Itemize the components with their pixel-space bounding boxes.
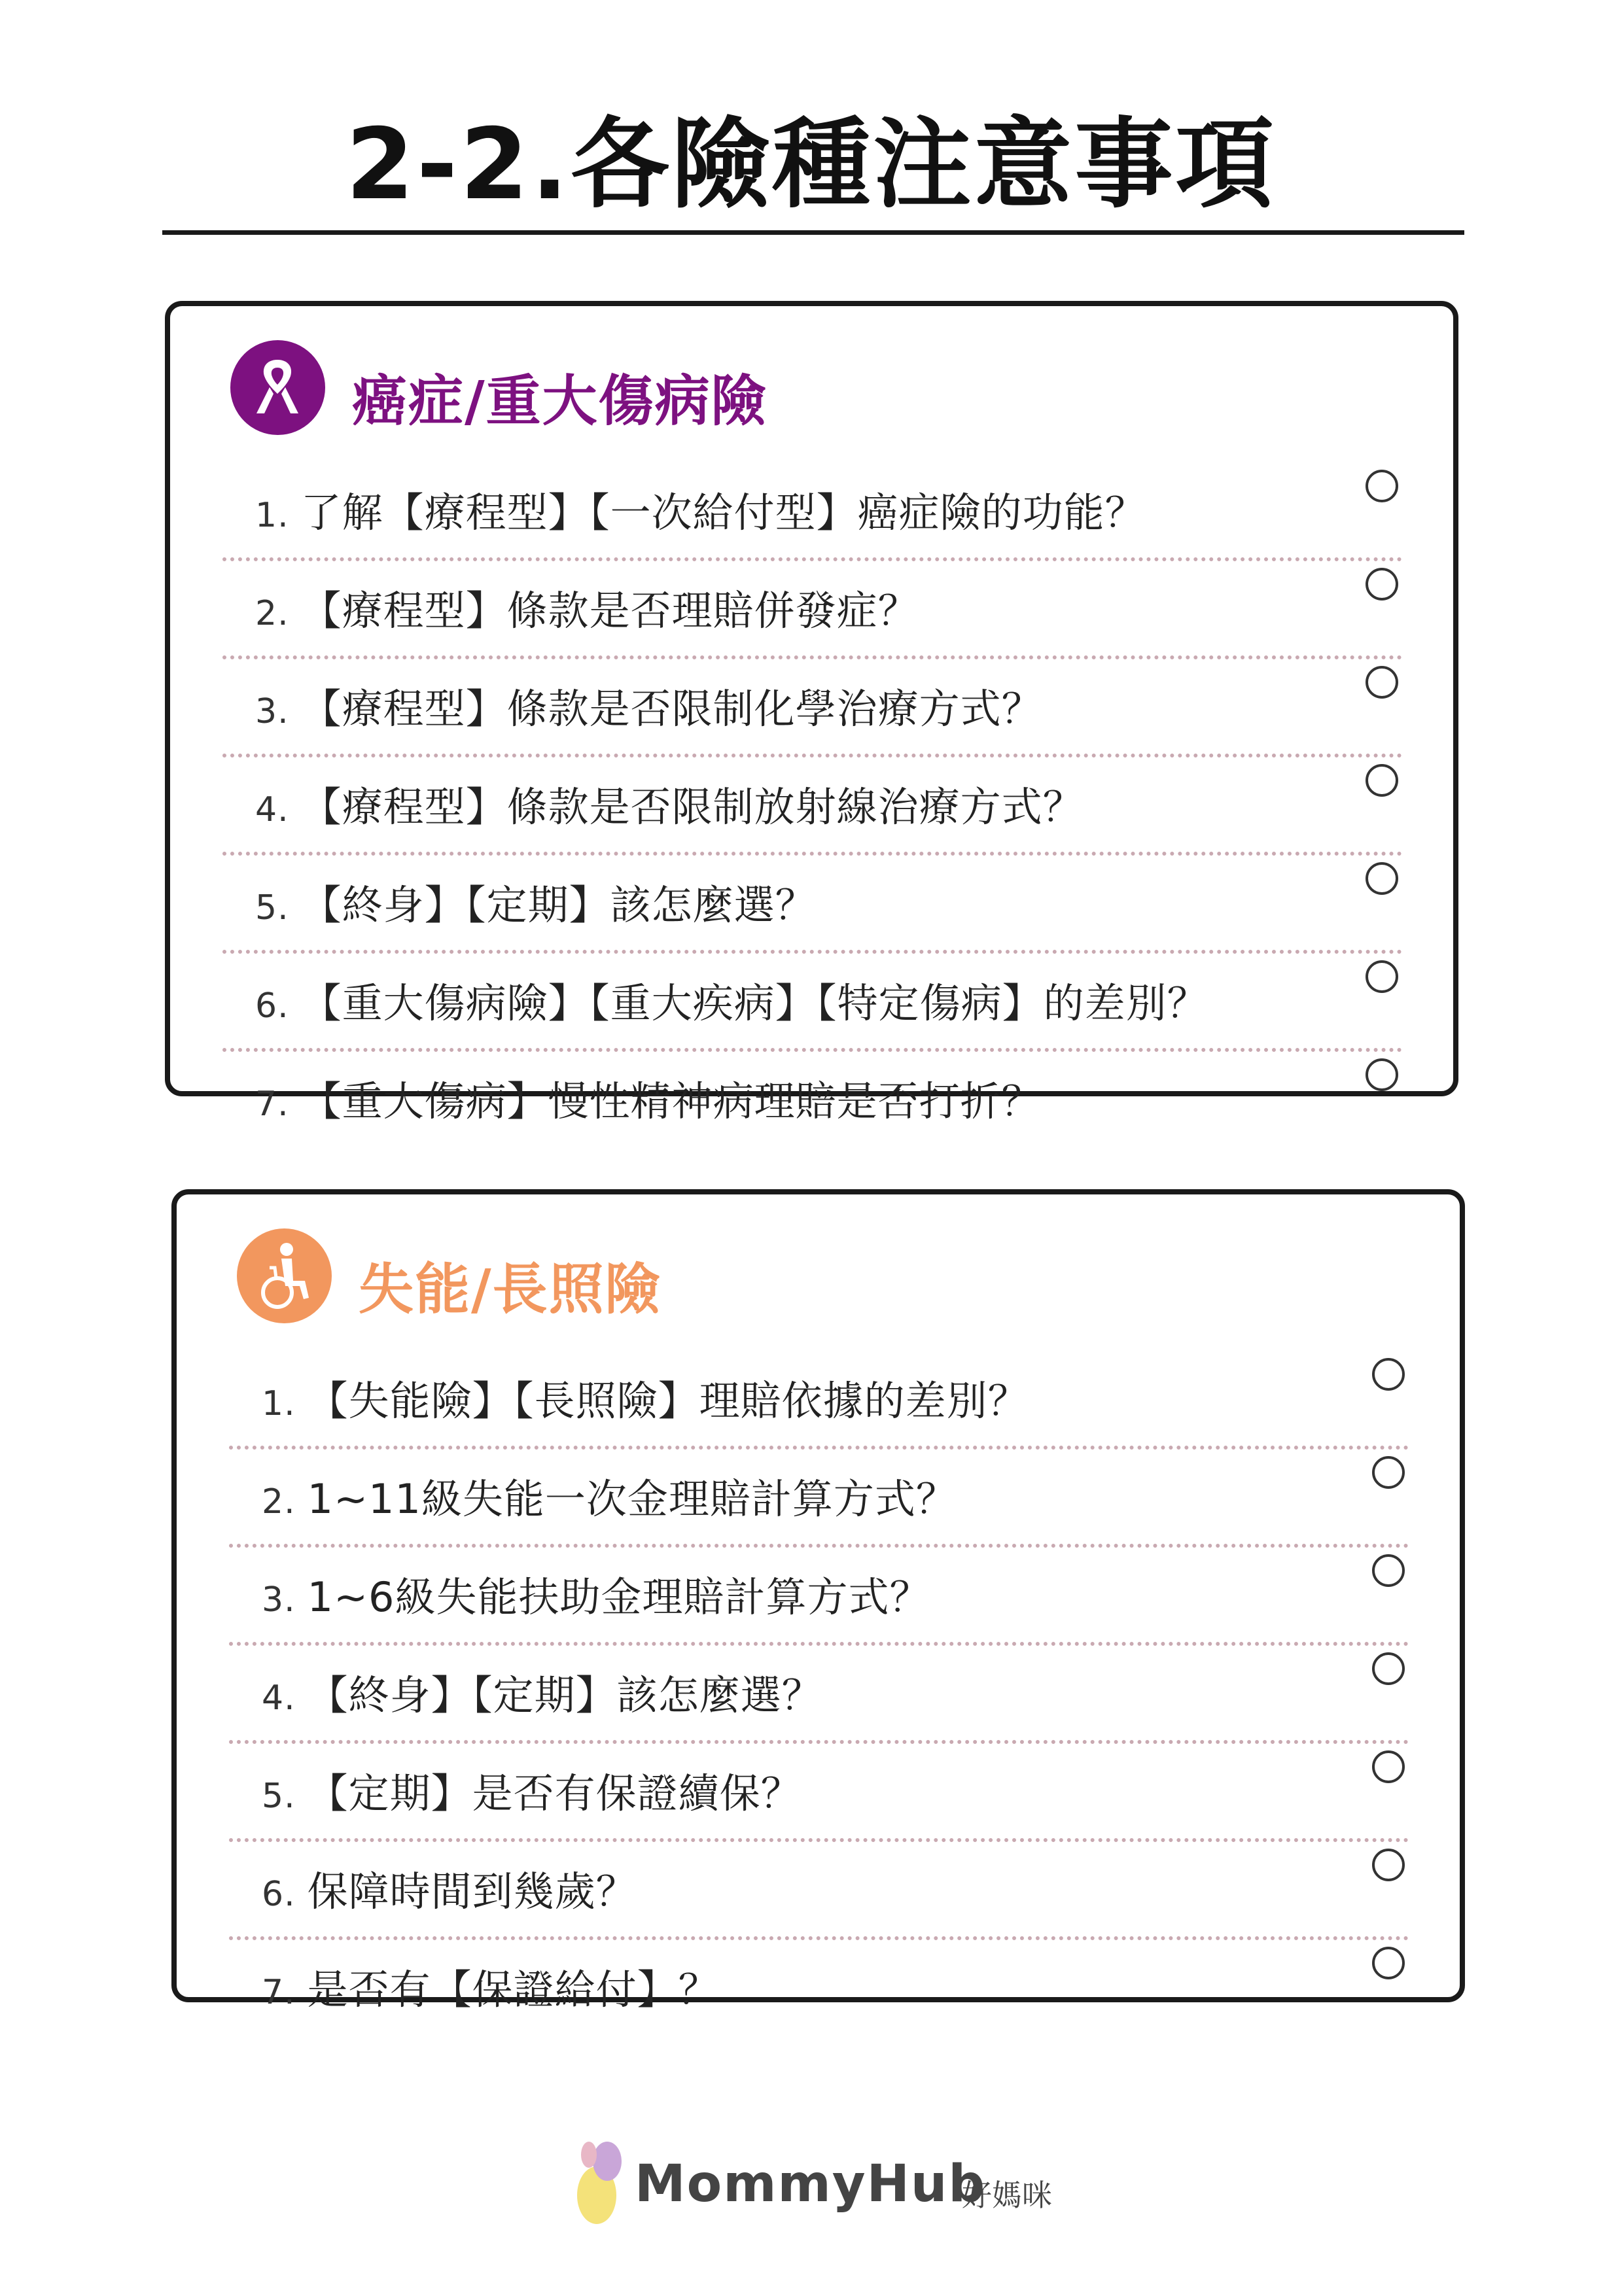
checkbox-circle[interactable]: [1372, 1456, 1405, 1489]
item-text: 【療程型】條款是否理賠併發症？: [300, 587, 919, 635]
item-text: 【定期】是否有保證續保？: [307, 1769, 802, 1817]
title-divider: [162, 230, 1464, 235]
item-text: 【療程型】條款是否限制化學治療方式？: [300, 685, 1043, 733]
item-text: 【重大傷病】慢性精神病理賠是否打折？: [300, 1077, 1043, 1125]
mommyhub-logo-icon: [569, 2132, 628, 2231]
item-text: 【終身】【定期】該怎麼選？: [300, 881, 817, 929]
item-text: 是否有【保證給付】？: [307, 1966, 720, 2013]
item-number: 5.: [262, 1777, 296, 1816]
checkbox-circle[interactable]: [1372, 1849, 1405, 1881]
item-text: 1~6級失能扶助金理賠計算方式？: [307, 1573, 931, 1621]
item-number: 4.: [255, 790, 289, 829]
item-number: 7.: [262, 1973, 296, 2012]
checkbox-circle[interactable]: [1366, 960, 1398, 993]
list-item: [229, 1351, 1409, 1450]
list-item: [229, 1646, 1409, 1744]
checkbox-circle[interactable]: [1372, 1554, 1405, 1587]
item-number: 6.: [255, 986, 289, 1026]
item-number: 1.: [255, 496, 289, 535]
section-title: 失能/長照險: [359, 1257, 661, 1321]
list-item: [222, 954, 1402, 1052]
checkbox-circle[interactable]: [1372, 1652, 1405, 1685]
item-number: 4.: [262, 1679, 296, 1718]
section-header: [170, 306, 1453, 437]
item-number: 2.: [255, 594, 289, 633]
list-item: [229, 1940, 1409, 2034]
section-card-cancer: [165, 301, 1458, 1125]
checkbox-circle[interactable]: [1366, 1058, 1398, 1091]
checklist: [170, 463, 1453, 1146]
item-text: 【失能險】【長照險】理賠依據的差別？: [307, 1377, 1029, 1425]
list-item: [222, 856, 1402, 954]
checkbox-circle[interactable]: [1366, 470, 1398, 502]
checkbox-circle[interactable]: [1372, 1358, 1405, 1391]
checkbox-circle[interactable]: [1366, 666, 1398, 699]
section-card-ltc: [171, 1189, 1465, 2013]
section-title: 癌症/重大傷病險: [352, 369, 767, 433]
list-item: [229, 1548, 1409, 1646]
item-text: 【療程型】條款是否限制放射線治療方式？: [300, 783, 1084, 831]
item-number: 3.: [262, 1580, 296, 1620]
list-item: [222, 659, 1402, 757]
checkbox-circle[interactable]: [1372, 1947, 1405, 1979]
list-item: [222, 757, 1402, 856]
brand-subtitle: 好媽咪: [962, 2178, 1052, 2213]
checklist: [177, 1351, 1460, 2034]
list-item: [229, 1842, 1409, 1940]
item-number: 7.: [255, 1085, 289, 1124]
item-text: 了解【療程型】【一次給付型】癌症險的功能？: [300, 489, 1146, 536]
item-text: 1~11級失能一次金理賠計算方式？: [307, 1475, 957, 1523]
checkbox-circle[interactable]: [1366, 862, 1398, 895]
checkbox-circle[interactable]: [1372, 1750, 1405, 1783]
ribbon-icon: [230, 340, 325, 435]
item-text: 【終身】【定期】該怎麼選？: [307, 1671, 823, 1719]
item-text: 保障時間到幾歲？: [307, 1868, 637, 1915]
brand-name: MommyHub: [635, 2155, 987, 2214]
list-item: [222, 463, 1402, 561]
item-number: 2.: [262, 1482, 296, 1522]
item-number: 5.: [255, 888, 289, 928]
checkbox-circle[interactable]: [1366, 568, 1398, 600]
item-text: 【重大傷病險】【重大疾病】【特定傷病】的差別？: [300, 979, 1208, 1027]
page-title: 2-2.各險種注意事項: [345, 108, 1277, 222]
list-item: [222, 561, 1402, 659]
list-item: [229, 1744, 1409, 1842]
checkbox-circle[interactable]: [1366, 764, 1398, 797]
item-number: 1.: [262, 1384, 296, 1423]
footer-brand: [569, 2132, 1067, 2231]
item-number: 6.: [262, 1875, 296, 1914]
list-item: [229, 1450, 1409, 1548]
list-item: [222, 1052, 1402, 1146]
section-header: [177, 1194, 1460, 1325]
wheelchair-icon: [237, 1228, 332, 1323]
item-number: 3.: [255, 692, 289, 731]
